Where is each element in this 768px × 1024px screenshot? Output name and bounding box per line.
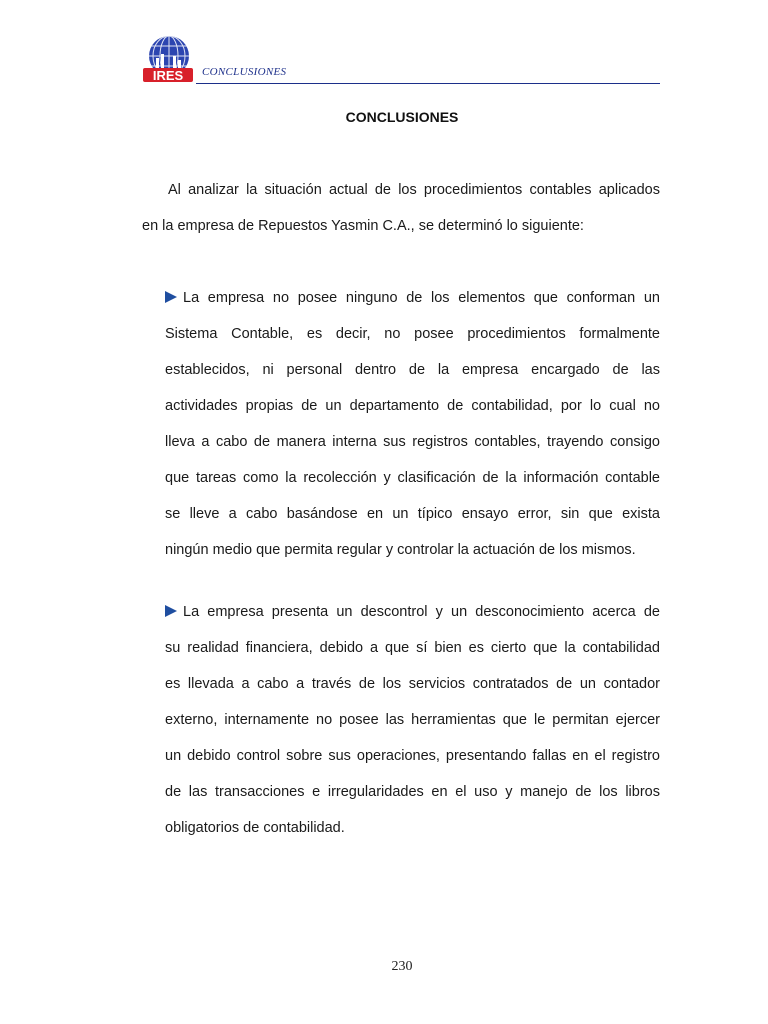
page-number: 230	[391, 959, 413, 974]
paragraph-line: de las transacciones e irregularidades en el uso y manejo de los libros	[165, 784, 660, 800]
intro-paragraph	[142, 172, 660, 244]
globe-logo-icon	[142, 34, 194, 84]
page-title: CONCLUSIONES	[345, 109, 459, 125]
paragraph-line: establecidos, ni personal dentro de la empresa encargado de las	[165, 362, 660, 378]
triangle-bullet-icon	[165, 605, 177, 617]
bullet-paragraph-2	[165, 594, 660, 846]
header-divider	[196, 83, 660, 84]
paragraph-line: ningún medio que permita regular y controlar la actuación de los mismos.	[165, 542, 636, 558]
paragraph-line: que tareas como la recolección y clasificación de la información contable	[165, 470, 660, 486]
paragraph-line	[165, 280, 660, 316]
header-section-label: CONCLUSIONES	[202, 66, 287, 78]
paragraph-line: lleva a cabo de manera interna sus registros contables, trayendo consigo	[165, 434, 660, 450]
paragraph-line: su realidad financiera, debido a que sí bien es cierto que la contabilidad	[165, 640, 660, 656]
bullet-paragraph-1	[165, 280, 660, 568]
paragraph-line: es llevada a cabo a través de los servicios contratados de un contador	[165, 676, 660, 692]
paragraph-line: obligatorios de contabilidad.	[165, 820, 345, 836]
paragraph-line: en la empresa de Repuestos Yasmin C.A., se determinó lo siguiente:	[142, 218, 584, 234]
paragraph-line	[165, 594, 660, 630]
paragraph-line: externo, internamente no posee las herramientas que le permitan ejercer	[165, 712, 660, 728]
paragraph-line: un debido control sobre sus operaciones, presentando fallas en el registro	[165, 748, 660, 764]
paragraph-line: Al analizar la situación actual de los procedimientos contables aplicados	[168, 182, 660, 198]
paragraph-line: Sistema Contable, es decir, no posee procedimientos formalmente	[165, 326, 660, 342]
logo-text: IRES	[152, 68, 184, 83]
paragraph-line-text: La empresa presenta un descontrol y un desconocimiento acerca de	[183, 604, 660, 620]
paragraph-line: actividades propias de un departamento de contabilidad, por lo cual no	[165, 398, 660, 414]
paragraph-line: se lleve a cabo basándose en un típico ensayo error, sin que exista	[165, 506, 660, 522]
triangle-bullet-icon	[165, 291, 177, 303]
paragraph-line-text: La empresa no posee ninguno de los elementos que conforman un	[183, 290, 660, 306]
